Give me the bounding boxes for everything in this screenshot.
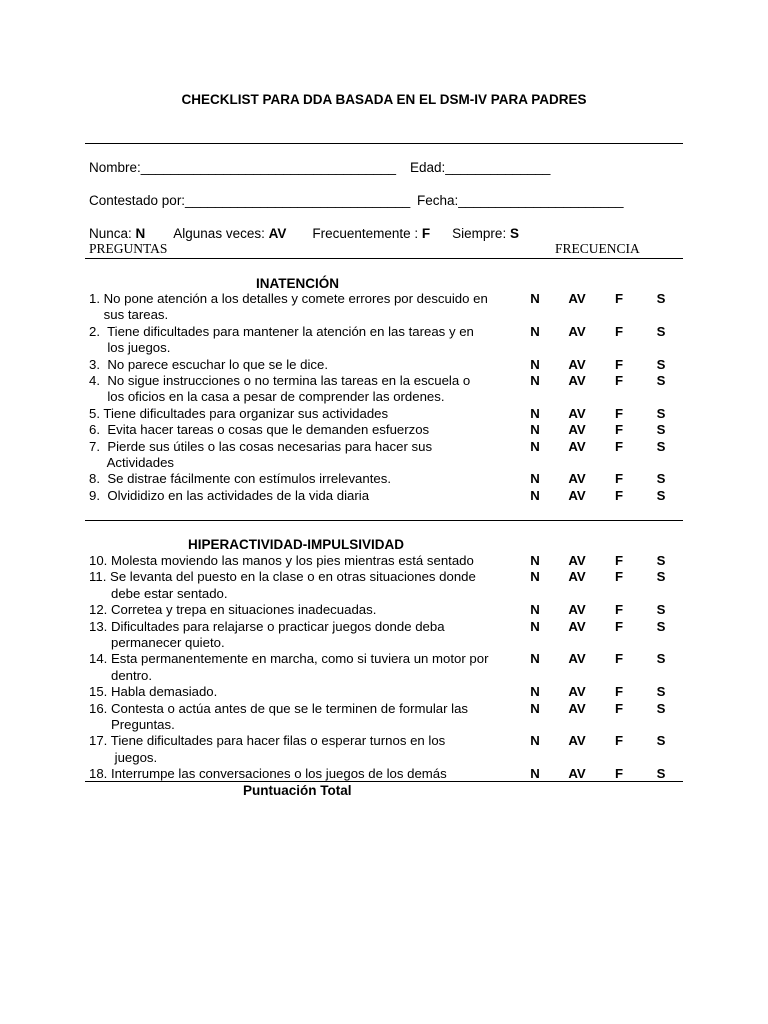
option-always[interactable]: S [656,405,666,421]
option-always[interactable]: S [656,373,666,388]
option-always[interactable]: S [656,766,666,782]
option-never[interactable]: N [530,569,540,585]
question-text: 8. Se distrae fácilmente con estímulos irrelevantes. [89,471,391,487]
option-sometimes[interactable]: AV [568,373,586,388]
option-frequently[interactable]: F [614,438,624,454]
question-continuation [0,455,768,471]
question-row [0,488,768,504]
question-text: 5. Tiene dificultades para organizar sus actividades [89,405,389,421]
question-row [0,733,768,749]
frequency-header: FRECUENCIA [555,241,640,256]
option-frequently[interactable]: F [614,323,624,339]
option-frequently[interactable]: F [614,766,624,782]
option-never[interactable]: N [530,700,540,716]
option-sometimes[interactable]: AV [568,569,586,585]
option-never[interactable]: N [530,373,540,388]
legend-never-label: Nunca: [89,226,136,241]
option-never[interactable]: N [530,487,540,503]
question-row [0,701,768,717]
question-row [0,684,768,700]
question-row [0,619,768,635]
option-never[interactable]: N [530,405,540,421]
option-always[interactable]: S [656,733,666,749]
question-text: 9. Olvididizo en las actividades de la vida diaria [89,487,370,503]
option-sometimes[interactable]: AV [568,766,586,782]
legend-always-label: Siempre: [452,226,510,241]
option-sometimes[interactable]: AV [568,618,586,634]
option-always[interactable]: S [656,356,666,372]
option-frequently[interactable]: F [614,700,624,716]
option-frequently[interactable]: F [614,422,624,438]
option-frequently[interactable]: F [614,651,624,667]
question-text: 18. Interrumpe las conversaciones o los juegos de los demás [89,766,447,782]
option-frequently[interactable]: F [614,291,624,306]
question-row [0,471,768,487]
option-always[interactable]: S [656,700,666,716]
option-frequently[interactable]: F [614,553,624,568]
option-sometimes[interactable]: AV [568,602,586,618]
question-row [0,422,768,438]
question-row [0,602,768,618]
question-continuation [0,307,768,323]
option-never[interactable]: N [530,291,540,306]
name-field[interactable]: Nombre:__________________________________ [89,160,397,175]
option-never[interactable]: N [530,733,540,749]
question-text: 1. No pone atención a los detalles y comete errores por descuido en [89,291,488,306]
legend-never-code: N [135,226,146,241]
option-never[interactable]: N [530,422,540,438]
option-sometimes[interactable]: AV [568,356,586,372]
option-frequently[interactable]: F [614,602,624,618]
question-text: 12. Corretea y trepa en situaciones inadecuadas. [89,602,377,618]
question-text: 3. No parece escuchar lo que se le dice. [89,356,328,372]
legend-frequently-code: F [421,226,431,241]
option-sometimes[interactable]: AV [568,487,586,503]
section-title-hyperactivity: HIPERACTIVIDAD-IMPULSIVIDAD [188,537,405,552]
question-text: sus tareas. [89,307,169,323]
question-text: 13. Dificultades para relajarse o practicar juegos donde deba [89,618,445,634]
question-row [0,324,768,340]
option-sometimes[interactable]: AV [568,405,586,421]
option-never[interactable]: N [530,553,540,568]
question-continuation [0,668,768,684]
option-always[interactable]: S [656,487,666,503]
option-never[interactable]: N [530,438,540,454]
option-never[interactable]: N [530,323,540,339]
option-frequently[interactable]: F [614,356,624,372]
question-text: 7. Pierde sus útiles o las cosas necesarias para hacer sus [89,438,433,454]
legend-sometimes-label: Algunas veces: [173,226,269,241]
date-field[interactable]: Fecha:______________________ [417,193,624,208]
divider-bottom [85,781,683,782]
option-frequently[interactable]: F [614,405,624,421]
option-frequently[interactable]: F [614,471,624,487]
legend-frequently-label: Frecuentemente : [312,226,422,241]
question-text: 11. Se levanta del puesto en la clase o en otras situaciones donde [89,569,476,585]
question-text: Preguntas. [89,717,175,732]
question-continuation [0,340,768,356]
question-text: 6. Evita hacer tareas o cosas que le demanden esfuerzos [89,422,430,438]
question-text: 16. Contesta o actúa antes de que se le terminen de formular las [89,700,468,716]
option-always[interactable]: S [656,291,666,306]
question-row [0,651,768,667]
divider-top [85,143,683,144]
question-continuation [0,717,768,733]
option-always[interactable]: S [656,323,666,339]
question-continuation [0,635,768,651]
option-sometimes[interactable]: AV [568,651,586,667]
question-row [0,373,768,389]
option-sometimes[interactable]: AV [568,733,586,749]
option-frequently[interactable]: F [614,618,624,634]
option-never[interactable]: N [530,356,540,372]
option-always[interactable]: S [656,553,666,568]
option-always[interactable]: S [656,651,666,667]
option-always[interactable]: S [656,684,666,700]
question-row [0,357,768,373]
option-never[interactable]: N [530,651,540,667]
legend-always-code: S [509,226,519,241]
option-always[interactable]: S [656,471,666,487]
option-sometimes[interactable]: AV [568,291,586,306]
option-frequently[interactable]: F [614,733,624,749]
option-sometimes[interactable]: AV [568,700,586,716]
option-sometimes[interactable]: AV [568,323,586,339]
question-row [0,439,768,455]
question-text: 10. Molesta moviendo las manos y los pies mientras está sentado [89,553,474,568]
frequency-legend [89,226,519,241]
question-text: Actividades [89,455,175,470]
question-text: debe estar sentado. [89,585,228,601]
option-never[interactable]: N [530,684,540,700]
option-never[interactable]: N [530,618,540,634]
option-always[interactable]: S [656,602,666,618]
question-text: 14. Esta permanentemente en marcha, como si tuviera un motor por [89,651,489,667]
questions-header: PREGUNTAS [89,241,168,256]
section-title-inattention: INATENCIÓN [256,276,339,291]
age-field[interactable]: Edad:______________ [410,160,551,175]
divider-section [85,520,683,521]
option-never[interactable]: N [530,471,540,487]
total-score-label: Puntuación Total [243,783,352,798]
question-text: permanecer quieto. [89,635,225,650]
answered-by-field[interactable]: Contestado por:______________________________ [89,193,411,208]
option-sometimes[interactable]: AV [568,438,586,454]
option-sometimes[interactable]: AV [568,471,586,487]
question-continuation [0,750,768,766]
question-continuation [0,586,768,602]
question-text: los juegos. [89,340,171,356]
option-sometimes[interactable]: AV [568,553,586,568]
question-text: 17. Tiene dificultades para hacer filas o esperar turnos en los [89,733,446,749]
question-row [0,553,768,569]
option-sometimes[interactable]: AV [568,684,586,700]
question-text: los oficios en la casa a pesar de comprender las ordenes. [89,389,445,405]
question-continuation [0,389,768,405]
question-row [0,291,768,307]
option-always[interactable]: S [656,438,666,454]
option-never[interactable]: N [530,766,540,782]
option-always[interactable]: S [656,422,666,438]
divider-header [85,258,683,259]
question-row [0,569,768,585]
option-frequently[interactable]: F [614,373,624,388]
question-text: dentro. [89,667,153,683]
option-sometimes[interactable]: AV [568,422,586,438]
legend-sometimes-code: AV [268,226,287,241]
page-title: CHECKLIST PARA DDA BASADA EN EL DSM-IV PARA PADRES [181,92,587,107]
option-always[interactable]: S [656,618,666,634]
option-always[interactable]: S [656,569,666,585]
option-never[interactable]: N [530,602,540,618]
question-text: 2. Tiene dificultades para mantener la atención en las tareas y en [89,323,474,339]
option-frequently[interactable]: F [614,684,624,700]
question-text: 15. Habla demasiado. [89,684,218,700]
question-row [0,766,768,782]
question-text: 4. No sigue instrucciones o no termina las tareas en la escuela o [89,373,471,388]
option-frequently[interactable]: F [614,569,624,585]
option-frequently[interactable]: F [614,487,624,503]
question-row [0,406,768,422]
question-text: juegos. [89,749,158,765]
